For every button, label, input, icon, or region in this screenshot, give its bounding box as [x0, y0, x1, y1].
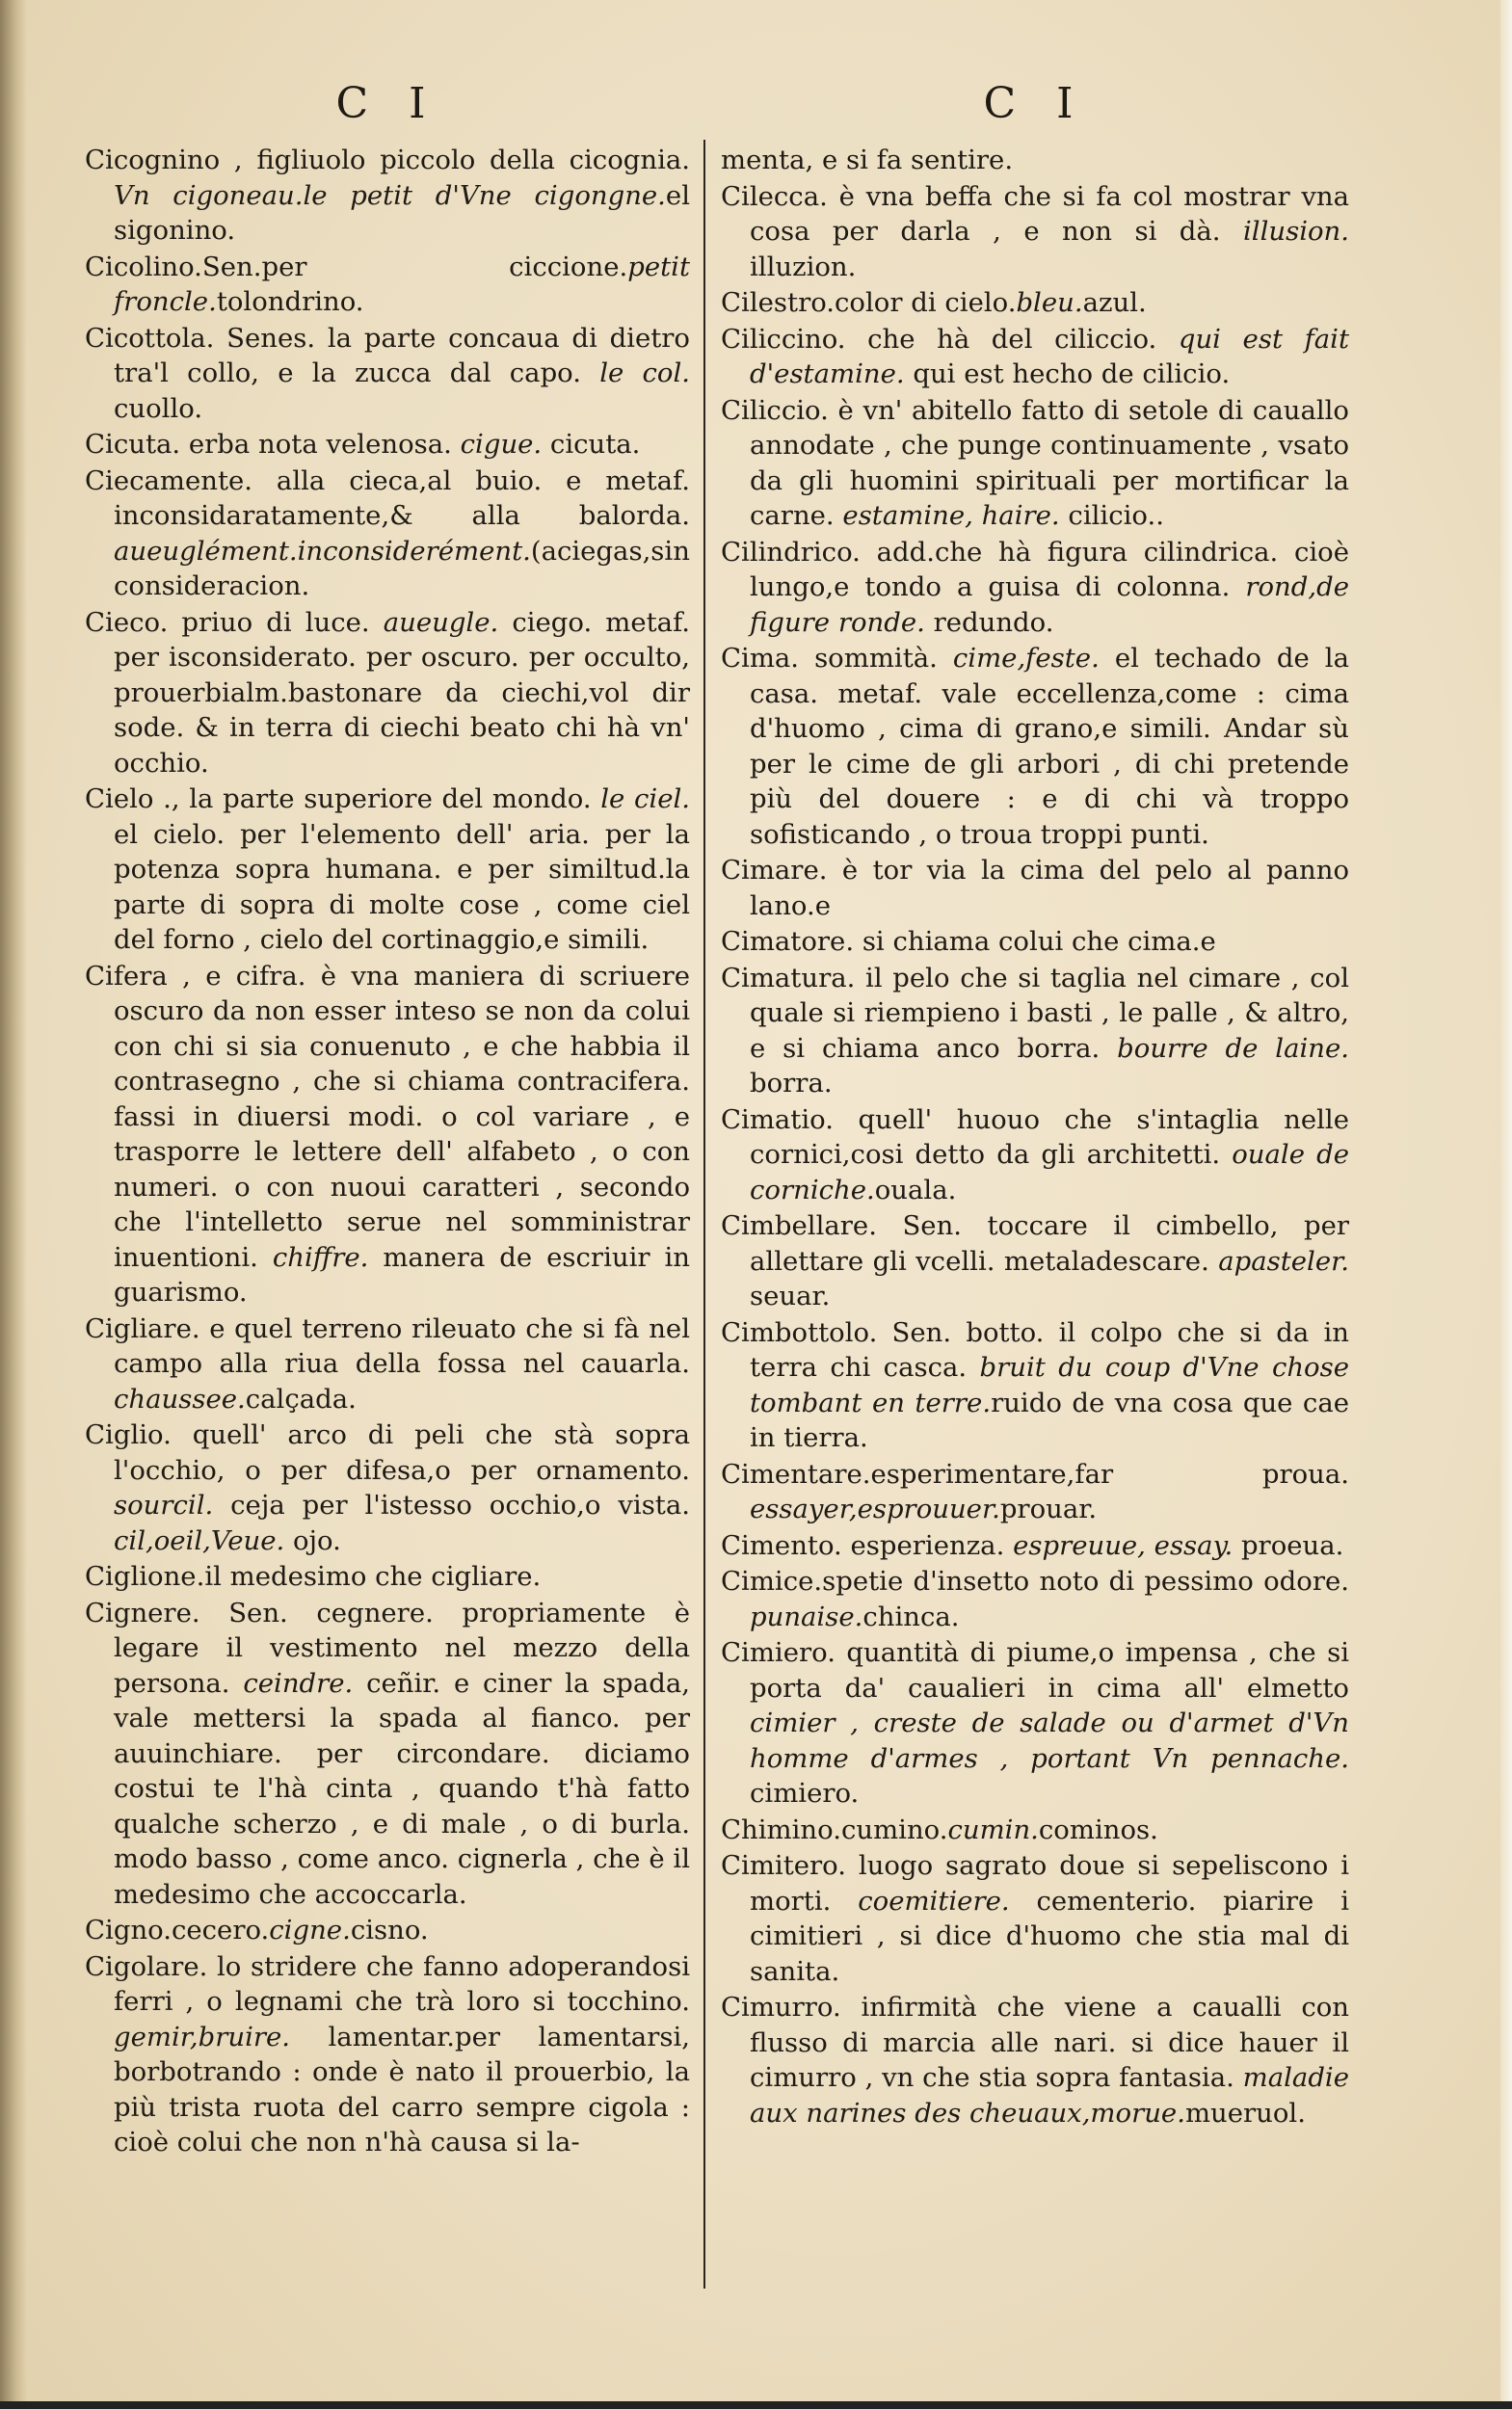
entry-spanish: (aciegas,sin consideracion.: [114, 535, 690, 601]
dictionary-entry: [721, 1315, 1349, 1456]
right-entry-list: [721, 143, 1349, 2131]
dictionary-entry: [85, 143, 690, 249]
entry-definition: Sen. toccare il cimbello, per allettare gli vcelli. metaladescare.: [750, 1210, 1349, 1277]
entry-spanish: prouar.: [999, 1494, 1098, 1524]
left-column: [85, 77, 690, 2161]
entry-french: bleu.: [1016, 287, 1083, 318]
entry-french: apasteler.: [1218, 1245, 1349, 1277]
entry-spanish: proeua.: [1233, 1529, 1344, 1561]
dictionary-entry: [85, 781, 690, 958]
entry-french: ceindre.: [243, 1667, 354, 1699]
entry-french: sourcil.: [114, 1490, 214, 1521]
entry-definition: quantità di piume,o impensa , che si porta da' caualieri in cima all' elmetto: [750, 1637, 1349, 1704]
dictionary-entry: [85, 321, 690, 427]
entry-spanish: illuzion.: [750, 251, 857, 282]
entry-spanish: cuollo.: [114, 392, 203, 424]
entry-definition: e quel terreno rileuato che si fà nel campo alla riua della fossa nel cauarla.: [114, 1312, 690, 1379]
entry-french: cime,feste.: [952, 643, 1100, 674]
entry-definition: erba nota velenosa.: [180, 429, 461, 460]
entry-definition: color di cielo.: [835, 287, 1017, 318]
entry-french: Vn cigoneau.le petit d'Vne cigongne.: [114, 179, 666, 211]
entry-french: chiffre.: [272, 1241, 369, 1273]
scan-border: [0, 2380, 1512, 2409]
entry-headword: Cifera ,: [85, 960, 191, 992]
entry-french: bruit du coup d'Vne chose tombant en terre.: [750, 1352, 1349, 1418]
entry-definition: Sen. cegnere. propriamente è legare il vestimento nel mezzo della persona.: [114, 1597, 690, 1699]
dictionary-entry: [721, 1564, 1349, 1634]
entry-definition: Senes. la parte concaua di dietro tra'l collo, e la zucca dal capo.: [114, 322, 690, 388]
right-column: [721, 77, 1349, 2131]
dictionary-entry: [85, 1559, 690, 1595]
entry-french: illusion.: [1242, 216, 1349, 247]
entry-headword: Cimbellare.: [721, 1210, 877, 1241]
entry-french: chaussee.: [114, 1383, 246, 1415]
dictionary-entry: [85, 427, 690, 463]
entry-definition: quell' arco di peli che stà sopra l'occhio, o per difesa,o per ornamento.: [114, 1419, 690, 1486]
entry-definition: cumino.: [840, 1813, 948, 1845]
entry-headword: Cignere.: [85, 1597, 200, 1628]
entry-definition: Sen.per ciccione.: [201, 251, 628, 282]
entry-headword: Ciecamente.: [85, 464, 253, 496]
entry-headword: Cigno.: [85, 1915, 172, 1946]
entry-spanish: seuar.: [750, 1281, 831, 1311]
entry-spanish: borra.: [750, 1068, 833, 1099]
entry-definition: figliuolo piccolo della cicognia.: [242, 145, 690, 175]
entry-headword: Ciglione.: [85, 1561, 205, 1592]
dictionary-entry: [721, 143, 1349, 178]
entry-french: gemir,bruire.: [114, 2021, 291, 2052]
entry-definition: cecero.: [171, 1915, 270, 1946]
entry-headword: Cicuta.: [85, 429, 181, 460]
entry-headword: Cimatura.: [721, 962, 856, 993]
dictionary-entry: [721, 322, 1349, 392]
entry-french: estamine, haire.: [842, 500, 1060, 531]
entry-headword: Cimento.: [721, 1529, 842, 1561]
entry-spanish: ruido de vna cosa que cae in tierra.: [750, 1387, 1350, 1453]
entry-spanish: ceñir. e ciner la spada, vale mettersi la spada al fianco. per auuinchiare. per circondare. diciamo costui te l'hà cinta , quando t'hà fatto qualche scherzo , e di male , o di burla. modo basso , come anco. cignerla , che è il medesimo che accoccarla.: [114, 1667, 690, 1910]
entry-french: coemitiere.: [858, 1885, 1010, 1917]
entry-definition: e cifra. è vna maniera di scriuere oscuro da non esser inteso se non da colui con chi si sia conuenuto , e che habbia il contrasegno , che si chiama contracifera. fassi in diuersi modi. o col variare , e trasporre le lettere dell' alfabeto , o con numeri. o con nuoui caratteri , secondo che l'intelletto serue nel somministrar inuentioni.: [114, 960, 690, 1273]
entry-definition: lo stridere che fanno adoperandosi ferri , o legnami che trà loro si tocchino.: [114, 1950, 690, 2017]
dictionary-entry: [85, 1596, 690, 1913]
entry-spanish: calçada.: [245, 1383, 357, 1415]
entry-headword: Cielo .,: [85, 783, 180, 814]
entry-french: punaise.: [750, 1601, 863, 1632]
entry-spanish: ouala.: [874, 1174, 957, 1205]
entry-headword: Cimurro.: [721, 1992, 841, 2023]
entry-spanish: cicuta.: [542, 429, 641, 460]
entry-spanish: ojo.: [284, 1524, 341, 1556]
entry-spanish: ceja per l'istesso occhio,o vista.: [213, 1490, 690, 1521]
dictionary-entry: [85, 1311, 690, 1417]
entry-headword: Cimatore.: [721, 926, 855, 957]
entry-headword: Cimare.: [721, 855, 828, 886]
dictionary-entry: [721, 1813, 1349, 1848]
dictionary-entry: [721, 924, 1349, 960]
entry-spanish: chinca.: [862, 1601, 960, 1632]
entry-spanish: tolondrino.: [216, 286, 364, 317]
entry-definition: priuo di luce.: [168, 606, 384, 638]
entry-french: aueugle.: [383, 606, 499, 638]
entry-headword: Cimentare.: [721, 1458, 871, 1490]
entry-french: le ciel.: [600, 783, 690, 814]
column-divider: [703, 140, 705, 2289]
dictionary-entry: [85, 1949, 690, 2160]
dictionary-entry: [721, 1635, 1349, 1812]
left-column-header: C I: [335, 79, 439, 128]
entry-spanish: redundo.: [924, 606, 1054, 638]
entry-definition: Sen. botto. il colpo che si da in terra chi casca.: [750, 1316, 1349, 1383]
entry-definition: add.che hà figura cilindrica. cioè lungo,e tondo a guisa di colonna.: [750, 536, 1349, 602]
entry-french: cigue.: [460, 429, 543, 460]
entry-definition: esperimentare,far proua.: [870, 1458, 1349, 1490]
entry-spanish: ciego. metaf. per isconsiderato. per oscuro. per occulto, prouerbialm.bastonare da ciechi,vol dir sode. & in terra di ciechi beato chi hà vn' occhio.: [114, 606, 691, 779]
entry-definition: è vn' abitello fatto di setole di cauallo annodate , che punge continuamente , vsato da gli huomini spirituali per mortificar la carne.: [750, 394, 1349, 531]
dictionary-entry: [721, 641, 1349, 852]
dictionary-entry: [721, 285, 1349, 321]
entry-french: qui est fait d'estamine.: [750, 323, 1349, 389]
entry-headword: Cimiero.: [721, 1637, 836, 1668]
dictionary-entry: [85, 1913, 690, 1948]
entry-french: espreuue, essay.: [1013, 1529, 1233, 1561]
entry-headword: Cieco.: [85, 606, 169, 638]
entry-definition: è vna beffa che si fa col mostrar vna cosa per darla , e non si dà.: [750, 180, 1349, 247]
entry-definition: la parte superiore del mondo.: [179, 783, 601, 814]
dictionary-entry: [721, 1990, 1349, 2131]
entry-definition: si chiama colui che cima.e: [854, 926, 1216, 957]
entry-spanish: cisno.: [350, 1915, 429, 1946]
entry-french: aueuglément.inconsiderément.: [114, 535, 531, 567]
dictionary-entry: [85, 1417, 690, 1558]
entry-definition: il pelo che si taglia nel cimare , col quale si riempieno i basti , le palle , & altro, e si chiama anco borra.: [750, 962, 1349, 1064]
dictionary-entry: [721, 853, 1349, 923]
dictionary-entry: [721, 1457, 1349, 1527]
entry-spanish: mueruol.: [1184, 2097, 1306, 2129]
entry-spanish: el cielo. per l'elemento dell' aria. per la potenza sopra humana. e per similtud.la parte di sopra di molte cose , come ciel del forno , cielo del cortinaggio,e simili.: [114, 818, 690, 955]
entry-french: bourre de laine.: [1117, 1032, 1349, 1064]
entry-headword: Cicognino ,: [85, 145, 243, 175]
binding-shadow: [0, 0, 27, 2409]
dictionary-entry: [721, 393, 1349, 534]
entry-headword: Cicottola.: [85, 322, 215, 354]
entry-headword: Ciglio.: [85, 1419, 172, 1450]
entry-french: maladie aux narines des cheuaux,morue.: [750, 2062, 1349, 2129]
right-column-header: C I: [983, 79, 1087, 128]
entry-spanish: cominos.: [1038, 1813, 1158, 1845]
entry-headword: Cima.: [721, 643, 800, 674]
entry-headword: Cigolare.: [85, 1950, 208, 1982]
entry-definition: menta, e si fa sentire.: [721, 145, 1014, 175]
dictionary-entry: [85, 605, 690, 781]
entry-french: rond,de figure ronde.: [750, 571, 1349, 638]
entry-headword: Cimatio.: [721, 1103, 834, 1135]
entry-spanish: cilicio..: [1059, 500, 1164, 531]
entry-definition: esperienza.: [841, 1529, 1014, 1561]
entry-french: cil,oeil,Veue.: [114, 1524, 285, 1556]
entry-french: cimier , creste de salade ou d'armet d'Vn homme d'armes , portant Vn pennache.: [750, 1707, 1349, 1774]
entry-french: cigne.: [269, 1915, 351, 1946]
left-entry-list: [85, 143, 690, 2160]
entry-definition: il medesimo che cigliare.: [204, 1561, 542, 1592]
dictionary-entry: [85, 250, 690, 320]
dictionary-entry: [721, 179, 1349, 285]
entry-headword: Cicolino.: [85, 251, 202, 282]
dictionary-entry: [721, 1528, 1349, 1564]
entry-french: ouale de corniche.: [750, 1139, 1349, 1205]
entry-headword: Cigliare.: [85, 1312, 200, 1344]
entry-definition: spetie d'insetto noto di pessimo odore.: [822, 1566, 1349, 1597]
dictionary-entry: [721, 961, 1349, 1101]
dictionary-entry: [85, 463, 690, 604]
entry-headword: Cimice.: [721, 1566, 823, 1597]
entry-spanish: qui est hecho de cilicio.: [904, 358, 1231, 389]
entry-headword: Cimbottolo.: [721, 1316, 878, 1348]
entry-definition: luogo sagrato doue si sepeliscono i morti.: [750, 1850, 1349, 1917]
dictionary-entry: [85, 959, 690, 1310]
entry-definition: che hà del ciliccio.: [845, 323, 1179, 355]
entry-spanish: cimiero.: [750, 1778, 860, 1809]
entry-spanish: manera de escriuir in guarismo.: [114, 1241, 690, 1308]
dictionary-entry: [721, 1848, 1349, 1989]
entry-headword: Chimino.: [721, 1813, 841, 1845]
entry-french: cumin.: [947, 1813, 1039, 1845]
dictionary-entry: [721, 1102, 1349, 1208]
dictionary-entry: [721, 535, 1349, 641]
entry-definition: è tor via la cima del pelo al panno lano.e: [750, 855, 1349, 921]
entry-french: le col.: [599, 357, 691, 388]
entry-french: essayer,esprouuer.: [750, 1494, 1000, 1524]
entry-definition: infirmità che viene a caualli con flusso di marcia alle nari. si dice hauer il cimurro , vn che stia sopra fantasia.: [750, 1992, 1349, 2093]
entry-definition: quell' huouo che s'intaglia nelle cornici,cosi detto da gli architetti.: [750, 1103, 1349, 1170]
entry-spanish: el sigonino.: [114, 179, 690, 246]
entry-headword: Cimitero.: [721, 1850, 846, 1881]
entry-spanish: el techado de la casa. metaf. vale eccellenza,come : cima d'huomo , cima di grano,e simili. Andar sù per le cime de gli arbori , di chi pretende più del douere : e di chi và troppo sofisticando , o troua troppi punti.: [750, 643, 1349, 850]
entry-spanish: cementerio. piarire i cimitieri , si dice d'huomo che stia mal di sanita.: [750, 1885, 1349, 1987]
entry-spanish: lamentar.per lamentarsi, borbotrando : onde è nato il prouerbio, la più trista ruota del carro sempre cigola : cioè colui che non n'hà causa si la-: [114, 2021, 690, 2158]
entry-french: petit froncle.: [114, 251, 690, 317]
dictionary-entry: [721, 1208, 1349, 1314]
entry-headword: Cilindrico.: [721, 536, 861, 568]
entry-definition: alla cieca,al buio. e metaf. inconsidaratamente,& alla balorda.: [114, 464, 690, 531]
entry-spanish: azul.: [1082, 287, 1147, 318]
page-edge: [1500, 0, 1512, 2409]
entry-headword: Ciliccio.: [721, 394, 829, 426]
entry-headword: Ciliccino.: [721, 323, 846, 355]
entry-definition: sommità.: [799, 643, 953, 674]
entry-headword: Cilecca.: [721, 180, 828, 212]
entry-headword: Cilestro.: [721, 287, 836, 318]
